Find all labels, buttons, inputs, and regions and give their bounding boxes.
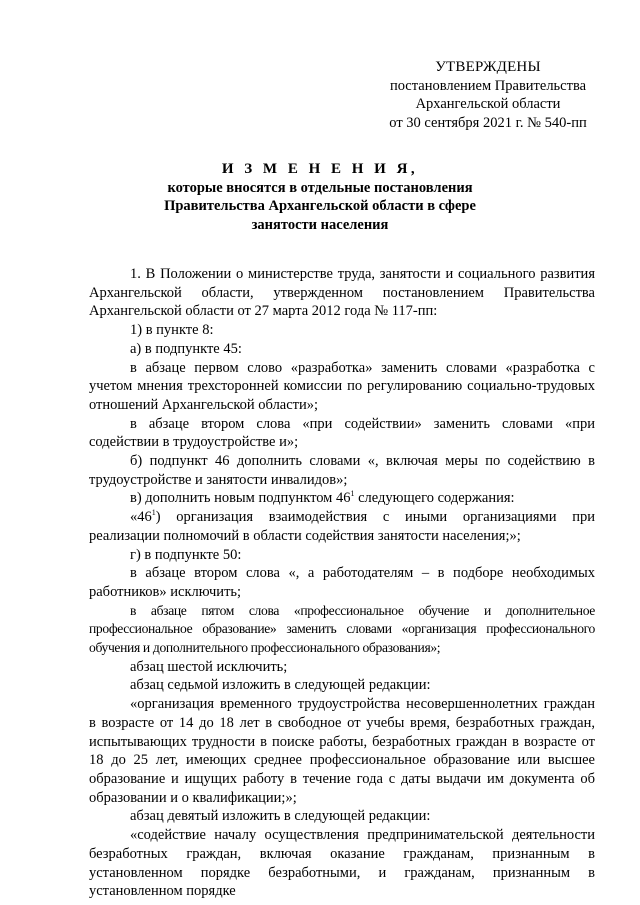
paragraph-15: абзац девятый изложить в следующей редакции:	[130, 808, 431, 825]
paragraph-6: б) подпункт 46 дополнить словами «, включая меры по содействию в трудоустройстве и занятости инвалидов»;	[89, 453, 595, 488]
document-title	[100, 160, 540, 234]
approval-line-1: постановлением Правительства	[389, 77, 587, 94]
title-line-2: Правительства Архангельской области в сфере	[164, 198, 476, 214]
paragraph-4: в абзаце первом слово «разработка» заменить словами «разработка с учетом мнения трехсторонней комиссии по регулированию социально-трудовых отношений Архангельской области»;	[89, 359, 595, 413]
approval-line-3: от 30 сентября 2021 г. № 540-пп	[389, 114, 587, 131]
paragraph-5: в абзаце втором слова «при содействии» заменить словами «при содействии в трудоустройстве и»;	[89, 415, 595, 451]
paragraph-14: «организация временного трудоустройства несовершеннолетних граждан в возрасте от 14 до 18 лет в свободное от учебы время, безработных граждан, испытывающих трудности в поиске работы, безработных граждан в возрасте от 18 до 25 лет, имеющих среднее профессиональное образование или высшее образование и ищущих работу в течение года с даты выдачи им документа об образовании и о квалификации;»;	[89, 696, 595, 806]
paragraph-11: в абзаце пятом слова «профессиональное обучение и дополнительное профессиональное образование» заменить словами «организация профессионального обучения и дополнительного профессионального образования»;	[89, 602, 595, 656]
document-body	[89, 265, 595, 901]
title-line-1: которые вносятся в отдельные постановления	[167, 179, 473, 196]
paragraph-2: 1) в пункте 8:	[130, 322, 214, 339]
paragraph-13: абзац седьмой изложить в следующей редакции:	[130, 677, 431, 694]
paragraph-3: а) в подпункте 45:	[130, 340, 242, 357]
paragraph-1: 1. В Положении о министерстве труда, занятости и социального развития Архангельской области, утвержденном постановлением Правительства Архангельской области от 27 марта 2012 года № 117-пп:	[89, 266, 595, 320]
paragraph-7	[89, 489, 595, 508]
approval-heading: УТВЕРЖДЕНЫ	[435, 59, 541, 75]
paragraph-8-text-b: ) организация взаимодействия с иными организациями при реализации полномочий в области содействия занятости населения;»;	[89, 509, 595, 544]
paragraph-7-text-a: в) дополнить новым подпунктом 46	[130, 490, 351, 507]
paragraph-10: в абзаце втором слова «, а работодателям – в подборе необходимых работников» исключить;	[89, 565, 595, 600]
paragraph-16: «содействие началу осуществления предпринимательской деятельности безработных граждан, включая оказание гражданам, признанным в установленном порядке безработными, и гражданам, признанным в установленном порядке	[89, 827, 595, 900]
paragraph-8-superscript: 1	[151, 508, 156, 518]
paragraph-9: г) в подпункте 50:	[130, 546, 242, 563]
approval-line-2: Архангельской области	[415, 96, 561, 112]
title-main: И З М Е Н Е Н И Я,	[221, 161, 419, 177]
paragraph-8	[89, 508, 595, 545]
paragraph-7-superscript: 1	[350, 489, 355, 499]
title-line-3: занятости населения	[251, 216, 389, 233]
paragraph-7-text-b: следующего содержания:	[354, 490, 515, 507]
paragraph-8-text-a: «46	[130, 509, 152, 526]
paragraph-12: абзац шестой исключить;	[130, 658, 288, 675]
approval-stamp	[372, 58, 604, 132]
